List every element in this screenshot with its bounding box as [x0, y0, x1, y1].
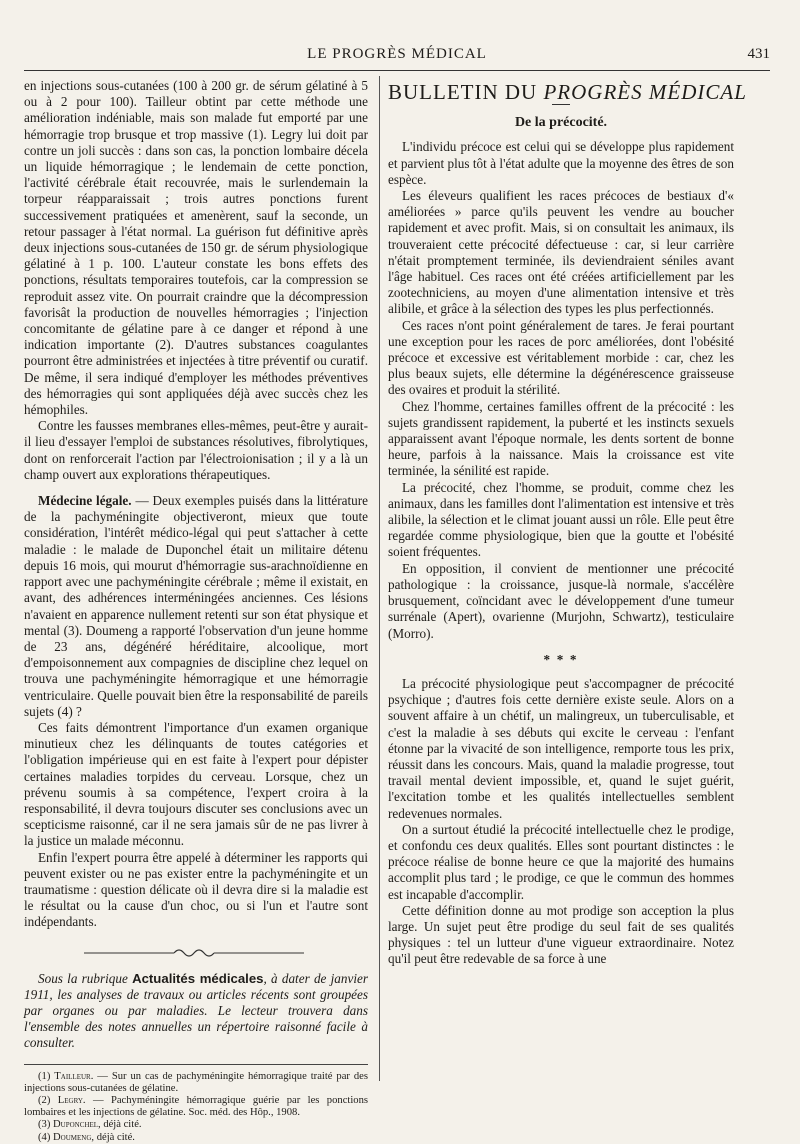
medecine-legale-heading: Médecine légale.: [38, 493, 132, 509]
title-dash: [552, 104, 570, 105]
bulletin-title: [388, 80, 747, 104]
left-paragraph: Ces faits démontrent l'importance d'un examen organique minutieux chez les délinquants de toutes catégories et l'obligation impérieuse qui en est faite à l'expert pour dépister certaines maladies torpides du cerveau. Lorsque, chez un prévenu soumis à sa compétence, l'expert croira à la responsabilité, il devra toujours discuter ses conclusions avec un scepticisme raisonné, car il ne sera jamais sûr de ne pas livrer à la justice un malade méconnu.: [24, 719, 368, 849]
right-paragraph: La précocité, chez l'homme, se produit, comme chez les animaux, dans les familles dont l'alimentation est intensive et très alibile, la sélection et le climat jouant aussi un rôle. Elle peut être regardée comme physiologique, bien que la goutte et l'obésité soient fréquentes.: [388, 479, 734, 560]
left-column: [24, 78, 368, 1144]
rubric-after: , à dater de janvier 1911, les analyses de travaux ou articles récents sont groupées par organes ou par maladies. Le lecteur trouvera dans l'ensemble des notes annuelles un répertoire raisonné facile à consulter.: [24, 970, 368, 1051]
footnote-author: Legry.: [57, 1094, 86, 1106]
header-rule: [24, 70, 770, 71]
footnote: [24, 1095, 368, 1119]
footnote-author: Tailleur.: [54, 1070, 94, 1082]
footnote-text: déjà cité.: [96, 1131, 135, 1143]
rubric-before: Sous la rubrique: [38, 970, 133, 986]
ornament-rule-icon: [84, 947, 304, 959]
section-ornament: [24, 947, 368, 961]
right-paragraph: L'individu précoce est celui qui se développe plus rapidement et parvient plus tôt à l'état adulte que la moyenne des êtres de son espèce.: [388, 139, 734, 187]
bulletin-title-roman: BULLETIN DU: [388, 80, 544, 104]
medecine-legale-text: — Deux exemples puisés dans la littérature de la pachyméningite objectiveront, mieux que toute considération, l'intérêt médico-légal qui peut s'attacher à cette maladie : le malade de Duponchel était un militaire détenu depuis 16 mois, qui mourut d'hémorragie sus-arachnoïdienne en rapport avec une pachyméningite cérébrale ; même il existait, en avant, des adhérences interméningées anciennes. Ces lésions n'avaient en apparence nullement retenti sur son état physique et mental (3). Doumeng a rapporté l'observation d'un jeune homme de 23 ans, dégénéré héréditaire, alcoolique, mort d'empoisonnement aux compagnies de discipline chez lequel on trouva une pachyméningite hémorragique et une hémorragie ventriculaire. Quelle pouvait bien être la responsabilité de pareils sujets (4) ?: [24, 493, 369, 719]
left-paragraph: Contre les fausses membranes elles-mêmes, peut-être y aurait-il lieu d'essayer l'emploi de substances résolutives, fibrolytiques, dont on renforcerait l'action par l'électroionisation ; il y a là un champ ouvert aux explorations thérapeutiques.: [24, 418, 368, 482]
bulletin-title-italic: PROGRÈS MÉDICAL: [543, 80, 747, 104]
footnote-author: Duponchel,: [53, 1119, 101, 1131]
page-number: 431: [747, 46, 770, 62]
footnote: [24, 1071, 368, 1095]
footnote-author: Doumeng,: [53, 1131, 95, 1143]
medecine-legale-paragraph: [24, 493, 368, 720]
rubric-bold: Actualités médicales: [132, 970, 264, 986]
rubric-notice: [24, 971, 368, 1052]
right-paragraph: La précocité physiologique peut s'accompagner de précocité psychique ; d'autres fois cette dernière existe seule. Alors on a souvent affaire à un chétif, un malingreux, un tuberculisable, et c'est la maladie à ses débuts qui excite le cerveau : l'enfant étonne par la vivacité de son intelligence, remporte tous les prix, réussit dans les concours. Mais, quand la maladie progresse, tout travail mental devient impossible, et, quand le sujet guérit, l'excitation tombe et les qualités intellectuelles semblent redevenues normales.: [388, 675, 734, 821]
left-paragraph: en injections sous-cutanées (100 à 200 gr. de sérum gélatiné à 5 ou à 2 pour 100). Tailleur obtint par cette méthode une amélioration indéniable, mais son malade fut emporté par une hémorragie trop brusque et trop massive (1). Legry lui doit par contre un joli succès : dans son cas, la ponction lombaire décela un liquide hémorragique ; le lendemain de cette ponction, l'activité cérébrale était recouvrée, mais le surlendemain la torpeur réapparaissait ; trois autres ponctions furent successivement pratiquées et amenèrent, sauf la seconde, un retour passager à l'état normal. La guérison fut définitive après deux injections sous-cutanées de 150 gr. de sérum physiologique gélatiné à 1 p. 100. L'auteur constate les bons effets des ponctions, résultats temporaires toutefois, car la compression se reproduit assez vite. On pourrait craindre que la décompression favorisât la production de nouvelles hémorragies ; l'injection concomitante de gélatine pare à ce danger et répond à une indication importante (2). D'autres substances coagulantes pourront être administrées et injectées à titre préventif ou curatif. De même, il sera indiqué d'employer les méthodes préventives des hémorragies qui sont appliquées déjà avec succès chez les hémophiles.: [24, 78, 368, 418]
right-paragraph: Ces races n'ont point généralement de tares. Je ferai pourtant une exception pour les races de porc améliorées, dont l'obésité précoce et excessive est véritablement morbide : car, chez les plus beaux sujets, elle détermine la dégénérescence graisseuse des ovaires et produit la stérilité.: [388, 317, 734, 398]
page-header: [24, 46, 770, 68]
footnote-mark: (4): [38, 1131, 51, 1143]
footnote-mark: (3): [38, 1119, 51, 1131]
right-column: [388, 78, 747, 968]
footnote-mark: (1): [38, 1070, 51, 1082]
right-paragraph: Cette définition donne au mot prodige son acception la plus large. Un sujet peut être prodige du seul fait de ses qualités physiques : tel un lutteur d'une vigueur extraordinaire. Notez qu'il peut être redevable de sa force à une: [388, 902, 734, 967]
footnote-rule: [24, 1064, 368, 1065]
right-paragraph: Les éleveurs qualifient les races précoces de bestiaux d'« améliorées » parce qu'ils peuvent les vendre au boucher rapidement et avec profit. Mais, si on consultait les animaux, ils trouveraient cette précocité défectueuse : car, si leur carrière n'était promptement terminée, ils deviendraient séniles avant l'âge habituel. Ces races ont été créées artificiellement par les zootechniciens, au moyen d'une alimentation intensive et très alibile, et grâce à la sélection des types les plus perfectionnés.: [388, 188, 734, 317]
footnote-mark: (2): [38, 1094, 51, 1106]
footnote: [24, 1132, 368, 1144]
footnote: [24, 1119, 368, 1131]
footnote-text: — Pachyméningite hémorragique guérie par les ponctions lombaires et les injections de gélatine. Soc. méd. des Hôp., 1908.: [24, 1094, 368, 1119]
footnote-text: — Sur un cas de pachyméningite hémorragique traité par des injections sous-cutanées de gélatine.: [24, 1070, 368, 1094]
right-paragraph: Chez l'homme, certaines familles offrent de la précocité : les sujets grandissent rapidement, la puberté et les instincts sexuels apparaissent avant l'époque normale, les dents sortent de bonne heure, parfois à la naissance. Mais la croissance est vite terminée, la sénilité est rapide.: [388, 398, 734, 479]
footnote-text: déjà cité.: [103, 1119, 142, 1131]
column-divider: [379, 76, 380, 1081]
footnotes: [24, 1071, 368, 1144]
section-title: De la précocité.: [514, 115, 608, 131]
left-paragraph: Enfin l'expert pourra être appelé à déterminer les rapports qui peuvent exister ou ne pas exister entre la pachyméningite et un traumatisme : question délicate où il devra dire si la maladie est le résultat ou la cause d'un choc, ou si l'un et l'autre sont indépendants.: [24, 849, 368, 930]
asterism: * * *: [543, 651, 579, 667]
right-paragraph: En opposition, il convient de mentionner une précocité pathologique : la croissance, jusque-là normale, s'accélère brusquement, coïncidant avec le développement d'une tumeur surrénale (Apert), ovarienne (Murjohn, Schwartz), testiculaire (Morro).: [388, 560, 734, 641]
running-title: LE PROGRÈS MÉDICAL: [307, 46, 487, 62]
right-paragraph: On a surtout étudié la précocité intellectuelle chez le prodige, et confondu ces deux qualités. Elles sont pourtant distinctes : le précoce réalise de bonne heure ce que la majorité des humains accomplit plus tard ; le prodige, ce que le commun des hommes est incapable d'accomplir.: [388, 821, 734, 902]
